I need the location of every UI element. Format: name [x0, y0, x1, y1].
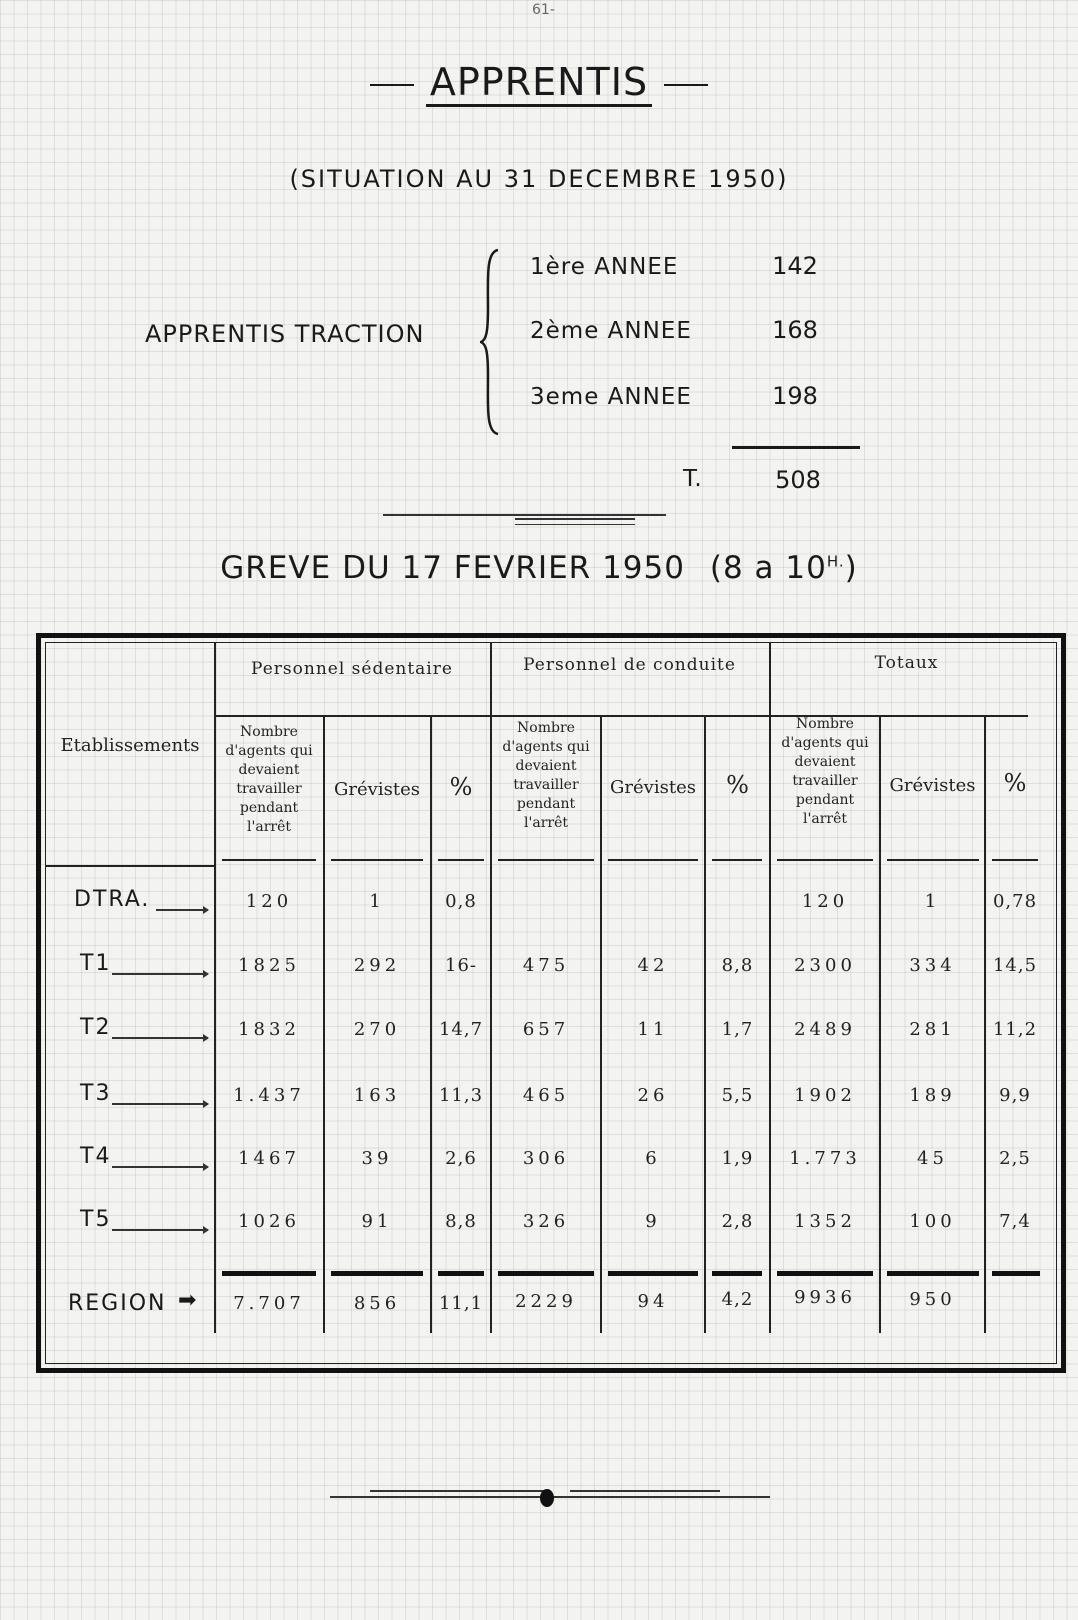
col-header-line: l'arrêt — [247, 819, 291, 835]
header-underline — [438, 859, 484, 861]
table-cell: 2,6 — [445, 1148, 477, 1169]
table-cell: 11,2 — [992, 1019, 1038, 1040]
table-cell: 1352 — [794, 1211, 856, 1232]
page-number: 61- — [532, 2, 555, 18]
total-separator — [887, 1271, 979, 1276]
table-cell: 14,5 — [992, 955, 1038, 976]
region-con-pct: 4,2 — [721, 1289, 754, 1310]
table-cell: 9,9 — [999, 1085, 1031, 1106]
col-header-line: pendant — [516, 796, 576, 812]
table-cell: 2489 — [794, 1019, 856, 1040]
table-cell: 91 — [361, 1211, 393, 1232]
col-header-line: pendant — [239, 800, 299, 816]
region-sed-grevistes: 856 — [353, 1293, 401, 1314]
table-cell: 11,3 — [438, 1085, 484, 1106]
col-header-line: pendant — [795, 792, 855, 808]
col-header-line: devaient — [515, 758, 577, 774]
table-cell: 1.437 — [233, 1085, 305, 1106]
table-cell: 2300 — [794, 955, 856, 976]
greve-time-note — [710, 550, 858, 586]
title-dash-right — [664, 84, 708, 86]
leader-arrow-icon — [112, 973, 208, 975]
table-cell: 26 — [637, 1085, 669, 1106]
year-value-3: 198 — [772, 382, 818, 410]
table-cell: 6 — [645, 1148, 661, 1169]
leader-arrow-icon — [112, 1103, 208, 1105]
row-label: T4 — [80, 1144, 112, 1169]
table-cell: 270 — [353, 1019, 401, 1040]
col-header-grevistes-sed: Grévistes — [334, 779, 420, 800]
apprentis-group-label: APPRENTIS TRACTION — [145, 320, 425, 348]
region-tot-nombre: 9936 — [794, 1287, 856, 1308]
table-cell: 326 — [522, 1211, 570, 1232]
table-cell: 120 — [801, 891, 849, 912]
table-cell: 42 — [637, 955, 669, 976]
row-label: T2 — [80, 1015, 112, 1040]
col-header-line: d'agents qui — [225, 743, 313, 759]
group-header-rule — [214, 715, 1028, 717]
table-cell: 100 — [909, 1211, 956, 1232]
table-cell: 11 — [637, 1019, 669, 1040]
table-cell: 163 — [353, 1085, 401, 1106]
header-underline — [777, 859, 873, 861]
table-cell: 465 — [522, 1085, 570, 1106]
year-value-1: 142 — [772, 252, 818, 280]
leader-arrow-icon — [112, 1166, 208, 1168]
table-cell: 1.773 — [789, 1148, 861, 1169]
table-cell: 281 — [909, 1019, 956, 1040]
strike-table — [36, 633, 1066, 1373]
table-cell: 1 — [369, 891, 385, 912]
table-cell: 334 — [909, 955, 956, 976]
table-cell: 1832 — [238, 1019, 300, 1040]
total-separator — [222, 1271, 316, 1276]
header-underline — [992, 859, 1038, 861]
region-sed-pct: 11,1 — [438, 1293, 484, 1314]
region-con-grevistes: 94 — [637, 1291, 669, 1312]
title-dash-left — [370, 84, 414, 86]
table-cell: 7,4 — [999, 1211, 1031, 1232]
footer-separator-dot — [540, 1489, 554, 1507]
col-header-line: Nombre — [240, 724, 298, 740]
year-label-3: 3eme ANNEE — [530, 384, 692, 410]
col-header-nombre-tot — [771, 715, 879, 829]
col-header-line: devaient — [794, 754, 856, 770]
table-cell: 657 — [522, 1019, 570, 1040]
col-header-nombre-sed — [216, 723, 322, 837]
col-header-grevistes-tot: Grévistes — [889, 775, 976, 796]
total-separator — [331, 1271, 423, 1276]
arrow-right-icon: ➡ — [178, 1288, 197, 1313]
estab-header-rule — [46, 865, 214, 867]
year-value-2: 168 — [772, 316, 818, 344]
total-label: T. — [683, 466, 702, 492]
estab-header: Etablissements — [60, 735, 200, 756]
greve-time-sup: H. — [826, 552, 845, 571]
year-label-2: 2ème ANNEE — [530, 318, 692, 344]
total-separator — [608, 1271, 698, 1276]
table-cell: 1,7 — [721, 1019, 754, 1040]
region-sed-nombre: 7.707 — [233, 1293, 305, 1314]
total-rule — [732, 446, 860, 449]
table-cell: 39 — [361, 1148, 393, 1169]
row-label: T3 — [80, 1081, 112, 1106]
total-separator — [992, 1271, 1040, 1276]
table-cell: 14,7 — [438, 1019, 484, 1040]
col-header-pct-con: % — [726, 771, 749, 799]
col-header-pct-sed: % — [449, 773, 473, 801]
col-header-line: l'arrêt — [524, 815, 568, 831]
col-header-line: l'arrêt — [803, 811, 847, 827]
table-cell: 16- — [445, 955, 477, 976]
separator-line — [383, 514, 666, 516]
row-label: T5 — [80, 1207, 112, 1232]
header-underline — [331, 859, 423, 861]
row-label: T1 — [80, 951, 112, 976]
total-separator — [498, 1271, 594, 1276]
table-cell: 1,9 — [721, 1148, 754, 1169]
total-separator — [438, 1271, 484, 1276]
group-header-totaux: Totaux — [874, 653, 939, 673]
table-cell: 1 — [924, 891, 941, 912]
col-header-line: Nombre — [796, 716, 854, 732]
col-header-pct-tot: % — [1003, 769, 1027, 797]
table-cell: 9 — [645, 1211, 661, 1232]
table-cell: 8,8 — [445, 1211, 477, 1232]
greve-title — [0, 550, 1078, 586]
group-header-conduite: Personnel de conduite — [523, 655, 736, 675]
year-label-1: 1ère ANNEE — [530, 254, 679, 280]
col-header-line: d'agents qui — [502, 739, 590, 755]
region-con-nombre: 2229 — [515, 1291, 577, 1312]
col-header-line: travailler — [792, 773, 858, 789]
col-header-line: travailler — [513, 777, 579, 793]
leader-arrow-icon — [112, 1037, 208, 1039]
col-header-line: Nombre — [517, 720, 575, 736]
region-label: REGION — [68, 1291, 167, 1316]
header-underline — [887, 859, 979, 861]
table-cell: 1467 — [238, 1148, 300, 1169]
table-cell: 1026 — [238, 1211, 300, 1232]
table-cell: 8,8 — [721, 955, 754, 976]
header-underline — [608, 859, 698, 861]
title-text: APPRENTIS — [426, 62, 652, 107]
leader-arrow-icon — [156, 909, 208, 911]
table-cell: 0,8 — [445, 891, 477, 912]
header-underline — [712, 859, 762, 861]
footer-separator-right — [570, 1490, 720, 1498]
greve-title-text: GREVE DU 17 FEVRIER 1950 — [220, 550, 685, 586]
leader-arrow-icon — [112, 1229, 208, 1231]
col-header-line: travailler — [236, 781, 302, 797]
page-title — [0, 60, 1078, 107]
col-header-grevistes-con: Grévistes — [610, 777, 696, 798]
strike-table-inner — [45, 642, 1057, 1364]
table-cell: 292 — [353, 955, 401, 976]
greve-time-close: ) — [844, 550, 858, 586]
table-cell: 120 — [245, 891, 293, 912]
curly-brace-icon — [480, 248, 500, 436]
separator-line-accent — [515, 518, 635, 525]
table-cell: 306 — [522, 1148, 570, 1169]
table-cell: 2,8 — [721, 1211, 754, 1232]
row-label: DTRA. — [74, 887, 151, 912]
header-underline — [498, 859, 594, 861]
total-separator — [712, 1271, 762, 1276]
table-cell: 5,5 — [721, 1085, 754, 1106]
total-separator — [777, 1271, 873, 1276]
total-value: 508 — [775, 466, 821, 494]
col-header-line: d'agents qui — [781, 735, 869, 751]
group-header-sedentaire: Personnel sédentaire — [251, 659, 453, 679]
region-tot-grevistes: 950 — [909, 1289, 956, 1310]
table-cell: 2,5 — [999, 1148, 1031, 1169]
col-header-line: devaient — [238, 762, 300, 778]
greve-time-open: (8 a 10 — [709, 550, 827, 586]
table-cell: 1825 — [238, 955, 300, 976]
header-underline — [222, 859, 316, 861]
table-cell: 0,78 — [992, 891, 1038, 912]
col-header-nombre-con — [492, 719, 600, 833]
table-cell: 475 — [522, 955, 570, 976]
table-cell: 189 — [909, 1085, 956, 1106]
table-cell: 1902 — [794, 1085, 856, 1106]
page-subtitle: (SITUATION AU 31 DECEMBRE 1950) — [289, 165, 789, 193]
footer-separator-left — [370, 1490, 550, 1498]
table-cell: 45 — [917, 1148, 948, 1169]
